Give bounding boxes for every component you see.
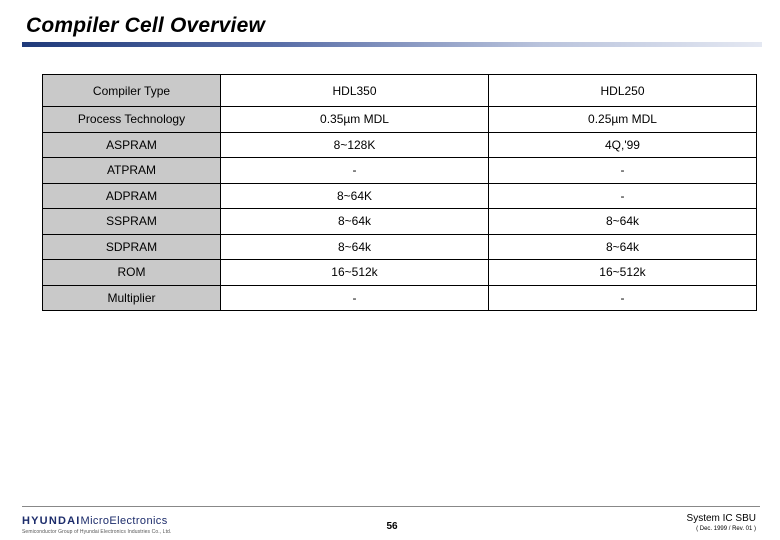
- value-cell: 0.35µm MDL: [221, 107, 489, 133]
- logo-tagline: Semiconductor Group of Hyundai Electronics Industries Co., Ltd.: [22, 529, 172, 535]
- compiler-spec-table: [42, 74, 757, 311]
- hyundai-logo: [22, 515, 171, 535]
- value-cell: 8~64k: [489, 234, 757, 260]
- row-label-cell: ATPRAM: [43, 158, 221, 184]
- value-cell: -: [489, 285, 757, 311]
- table-row: [43, 132, 757, 158]
- value-cell: 8~64K: [221, 183, 489, 209]
- table-row: [43, 183, 757, 209]
- title-underline: [22, 42, 762, 47]
- table-row: [43, 209, 757, 235]
- value-cell: -: [489, 158, 757, 184]
- value-cell: 8~128K: [221, 132, 489, 158]
- header-cell: HDL350: [221, 75, 489, 107]
- row-label-cell: ROM: [43, 260, 221, 286]
- slide-title: Compiler Cell Overview: [26, 14, 265, 37]
- table-row: [43, 107, 757, 133]
- table-header-row: [43, 75, 757, 107]
- value-cell: 8~64k: [221, 234, 489, 260]
- table-row: [43, 158, 757, 184]
- footer-divider: [22, 506, 760, 507]
- value-cell: -: [221, 285, 489, 311]
- logo-sub: MicroElectronics: [80, 515, 168, 527]
- row-label-cell: Process Technology: [43, 107, 221, 133]
- header-cell: HDL250: [489, 75, 757, 107]
- value-cell: 8~64k: [489, 209, 757, 235]
- row-label-cell: SSPRAM: [43, 209, 221, 235]
- logo-brand: HYUNDAI: [22, 515, 81, 527]
- row-label-cell: ADPRAM: [43, 183, 221, 209]
- header-cell: Compiler Type: [43, 75, 221, 107]
- value-cell: -: [221, 158, 489, 184]
- division-name: System IC SBU: [686, 513, 756, 524]
- revision-label: ( Dec. 1999 / Rev. 01 ): [696, 526, 756, 532]
- page-number: 56: [386, 521, 398, 532]
- value-cell: -: [489, 183, 757, 209]
- value-cell: 0.25µm MDL: [489, 107, 757, 133]
- value-cell: 16~512k: [221, 260, 489, 286]
- table-row: [43, 234, 757, 260]
- table-row: [43, 260, 757, 286]
- division-block: [687, 513, 756, 532]
- value-cell: 16~512k: [489, 260, 757, 286]
- value-cell: 8~64k: [221, 209, 489, 235]
- table-row: [43, 285, 757, 311]
- row-label-cell: SDPRAM: [43, 234, 221, 260]
- row-label-cell: Multiplier: [43, 285, 221, 311]
- row-label-cell: ASPRAM: [43, 132, 221, 158]
- value-cell: 4Q,'99: [489, 132, 757, 158]
